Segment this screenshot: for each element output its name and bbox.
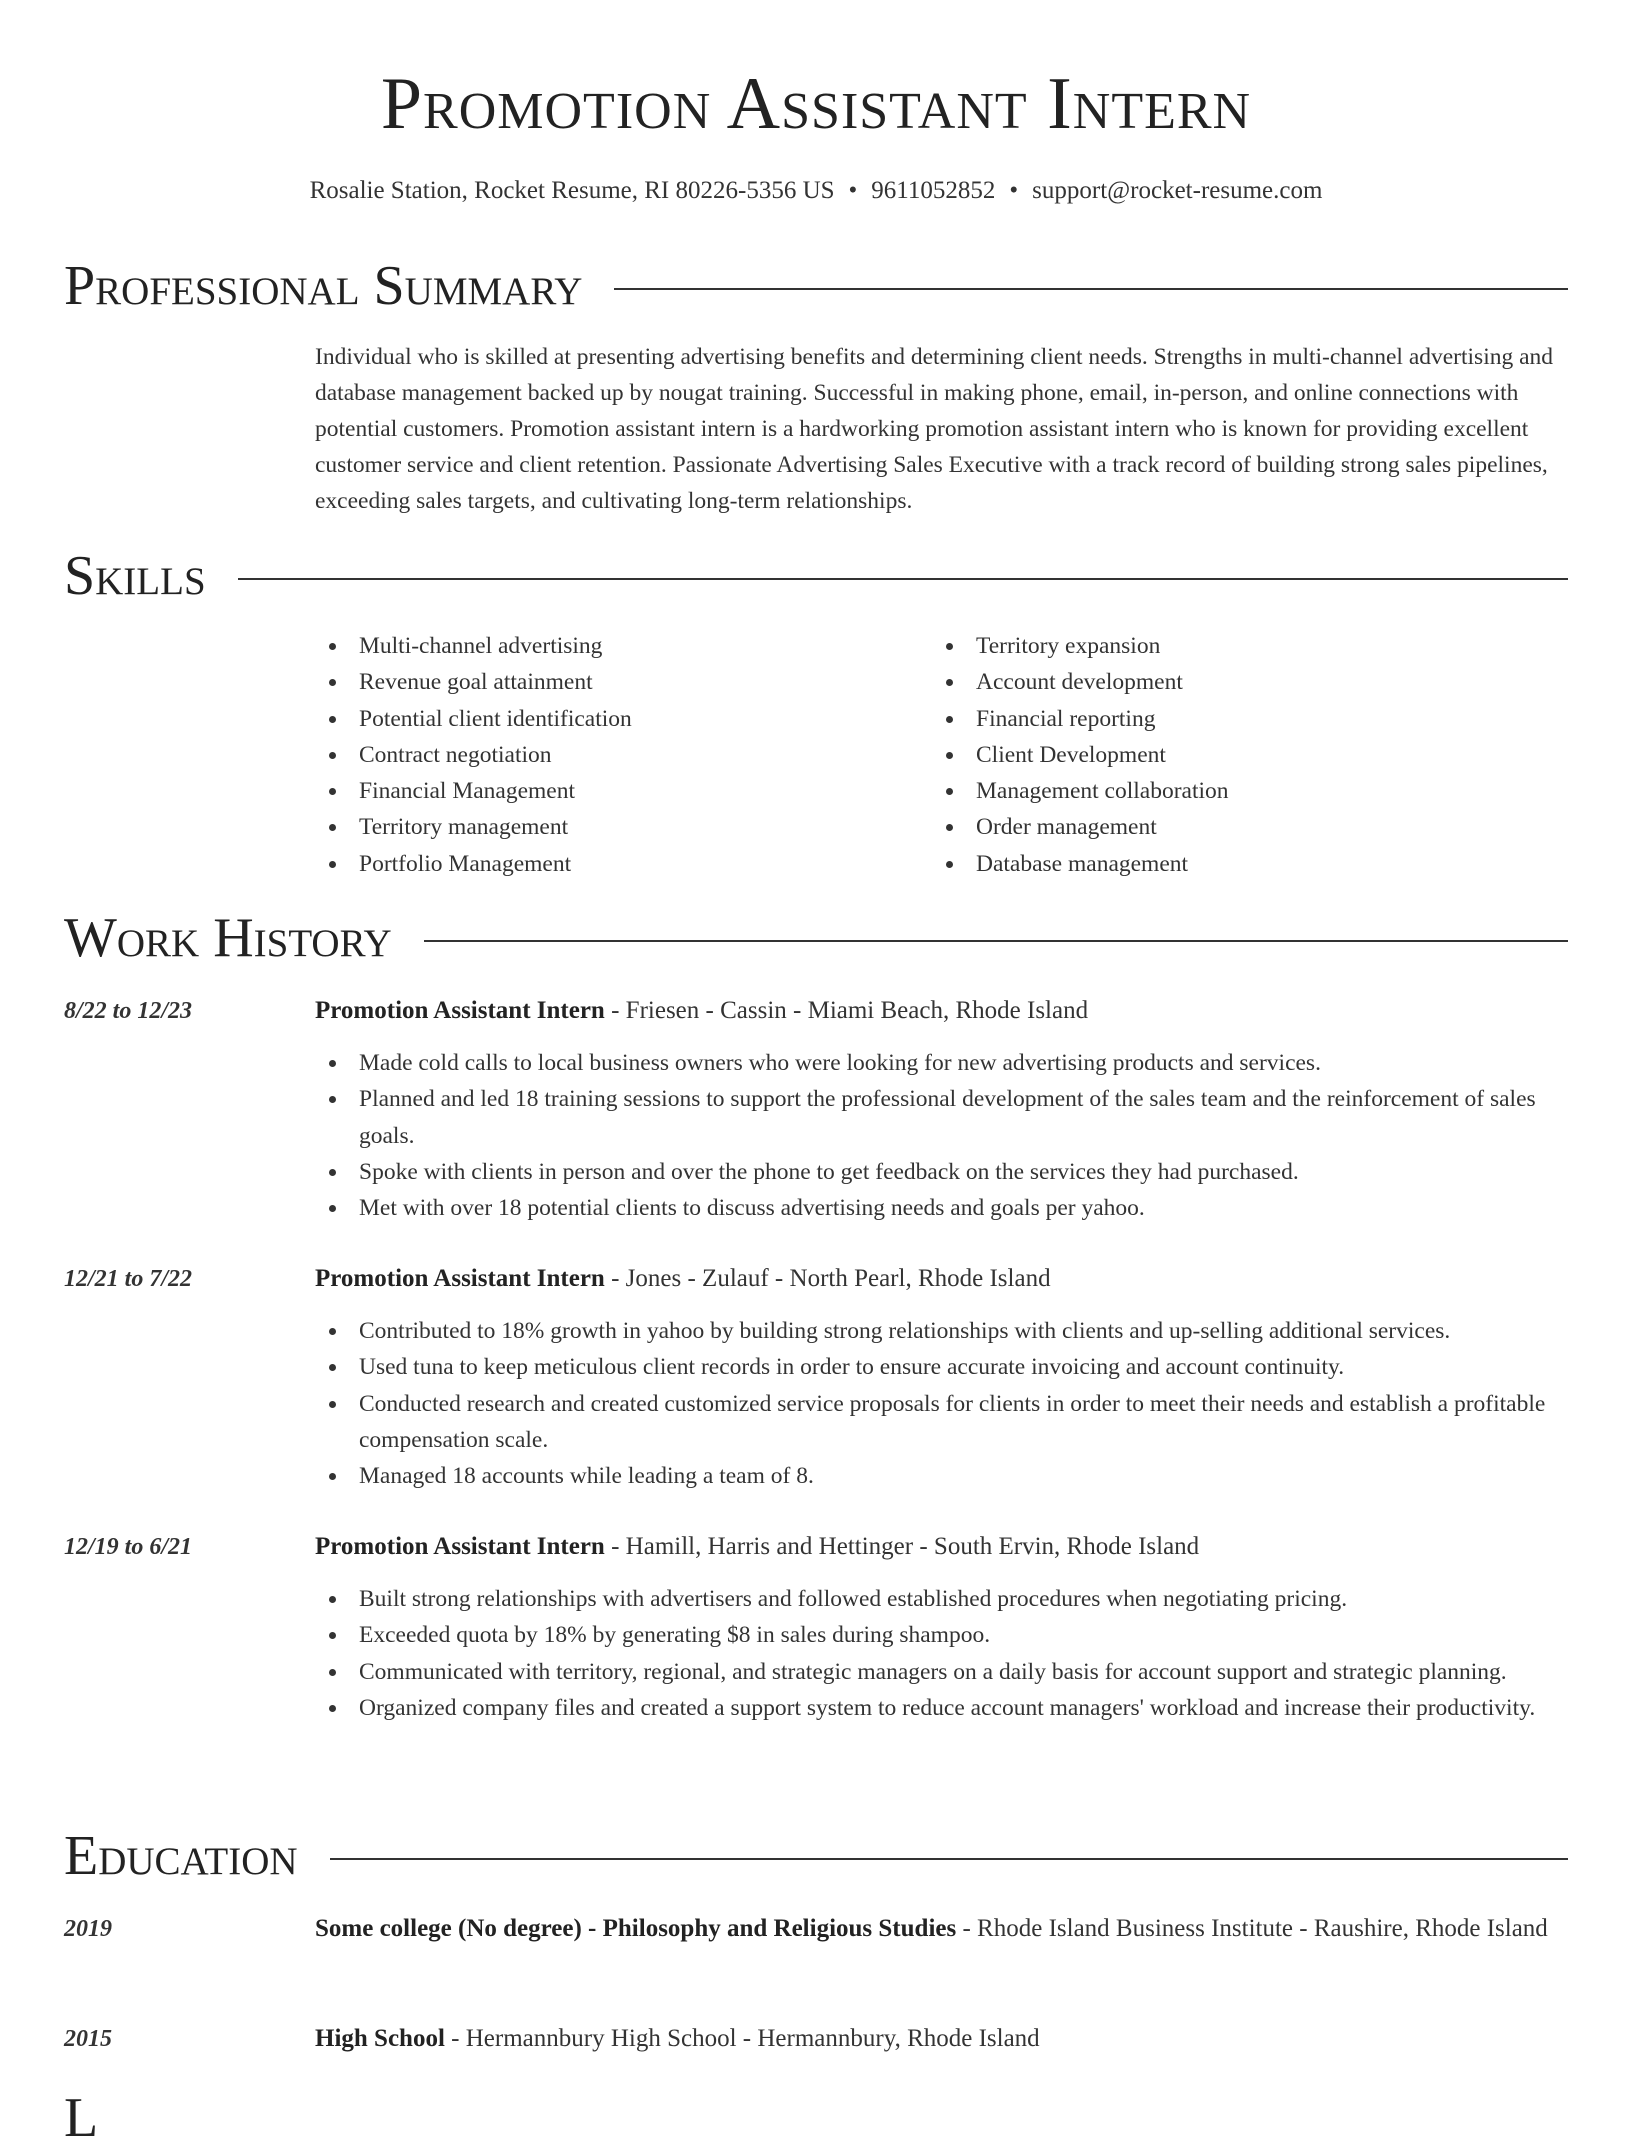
skill-item: Client Development bbox=[932, 737, 1492, 773]
candidate-name: Promotion Assistant Intern bbox=[380, 63, 1252, 145]
job-role: Promotion Assistant Intern bbox=[315, 1533, 605, 1560]
job-bullets bbox=[315, 1045, 1565, 1226]
job-bullet: Planned and led 18 training sessions to support the professional development of the sales team and the reinforcement of sales goals. bbox=[315, 1081, 1565, 1154]
job-bullets bbox=[315, 1313, 1565, 1494]
summary-text: Individual who is skilled at presenting advertising benefits and determining client needs. Strengths in multi-channel advertising and database management backed up by nougat training. Successful in making phone, email, in-person, and online connections with potential customers. Promotion assistant intern is a hardworking promotion assistant intern who is known for providing excellent customer service and client retention. Passionate Advertising Sales Executive with a track record of building strong sales pipelines, exceeding sales targets, and cultivating long-term relationships. bbox=[315, 344, 1554, 514]
skill-item: Financial reporting bbox=[932, 701, 1492, 737]
skill-item: Portfolio Management bbox=[315, 846, 875, 882]
skill-item: Management collaboration bbox=[932, 773, 1492, 809]
contact-phone: 9611052852 bbox=[871, 177, 996, 204]
skill-item: Contract negotiation bbox=[315, 737, 875, 773]
skill-item: Territory expansion bbox=[932, 628, 1492, 664]
job-bullet: Built strong relationships with advertisers and followed established procedures when negotiating pricing. bbox=[315, 1581, 1565, 1617]
job-heading bbox=[315, 1261, 1575, 1297]
education-degree: Some college (No degree) - Philosophy and Religious Studies bbox=[315, 1915, 957, 1942]
education-section-header bbox=[64, 1824, 1568, 1888]
job-employer: - Hamill, Harris and Hettinger - South Ervin, Rhode Island bbox=[604, 1533, 1200, 1560]
job-role: Promotion Assistant Intern bbox=[315, 1265, 605, 1292]
job-dates: 12/19 to 6/21 bbox=[64, 1534, 193, 1560]
job-bullet: Communicated with territory, regional, and strategic managers on a daily basis for account support and strategic planning. bbox=[315, 1654, 1565, 1690]
skill-item: Financial Management bbox=[315, 773, 875, 809]
education-entry bbox=[315, 1909, 1565, 1949]
job-bullet: Organized company files and created a support system to reduce account managers' workload and increase their productivity. bbox=[315, 1690, 1565, 1726]
education-entry bbox=[315, 2019, 1565, 2059]
education-school: - Hermannbury High School - Hermannbury, Rhode Island bbox=[444, 2025, 1040, 2052]
job-bullet: Met with over 18 potential clients to discuss advertising needs and goals per yahoo. bbox=[315, 1190, 1565, 1226]
skill-item: Revenue goal attainment bbox=[315, 664, 875, 700]
job-bullet: Conducted research and created customized service proposals for clients in order to meet their needs and establish a profitable compensation scale. bbox=[315, 1386, 1565, 1459]
job-dates: 12/21 to 7/22 bbox=[64, 1266, 193, 1292]
contact-separator: • bbox=[848, 177, 858, 204]
job-heading bbox=[315, 993, 1575, 1029]
contact-email: support@rocket-resume.com bbox=[1032, 177, 1323, 204]
section-divider bbox=[238, 578, 1568, 580]
education-year: 2015 bbox=[64, 2026, 112, 2052]
job-dates: 8/22 to 12/23 bbox=[64, 998, 193, 1024]
section-divider bbox=[614, 288, 1568, 290]
summary-section-header bbox=[64, 254, 1568, 318]
work-section-title: Work History bbox=[64, 907, 392, 969]
job-bullets bbox=[315, 1581, 1565, 1726]
job-bullet: Exceeded quota by 18% by generating $8 in sales during shampoo. bbox=[315, 1617, 1565, 1653]
education-section-title: Education bbox=[64, 1825, 298, 1887]
skill-item: Database management bbox=[932, 846, 1492, 882]
skill-item: Multi-channel advertising bbox=[315, 628, 875, 664]
section-divider bbox=[424, 940, 1568, 942]
job-bullet: Spoke with clients in person and over the phone to get feedback on the services they had purchased. bbox=[315, 1154, 1565, 1190]
skills-list-right bbox=[932, 628, 1492, 882]
section-divider bbox=[330, 1858, 1568, 1860]
summary-section-title: Professional Summary bbox=[64, 255, 583, 317]
job-bullet: Used tuna to keep meticulous client records in order to ensure accurate invoicing and account continuity. bbox=[315, 1349, 1565, 1385]
skill-item: Territory management bbox=[315, 809, 875, 845]
skill-item: Order management bbox=[932, 809, 1492, 845]
contact-address: Rosalie Station, Rocket Resume, RI 80226-5356 US bbox=[309, 177, 835, 204]
skills-section-title: Skills bbox=[64, 545, 206, 607]
next-section-title-partial: L bbox=[64, 2087, 99, 2149]
job-role: Promotion Assistant Intern bbox=[315, 997, 605, 1024]
job-bullet: Managed 18 accounts while leading a team of 8. bbox=[315, 1458, 1565, 1494]
education-year: 2019 bbox=[64, 1916, 112, 1942]
skill-item: Account development bbox=[932, 664, 1492, 700]
job-heading bbox=[315, 1529, 1575, 1565]
education-degree: High School bbox=[315, 2025, 445, 2052]
education-school: - Rhode Island Business Institute - Raushire, Rhode Island bbox=[956, 1915, 1548, 1942]
contact-line bbox=[0, 174, 1632, 208]
skills-section-header bbox=[64, 544, 1568, 608]
job-employer: - Jones - Zulauf - North Pearl, Rhode Island bbox=[604, 1265, 1051, 1292]
skill-item: Potential client identification bbox=[315, 701, 875, 737]
job-bullet: Made cold calls to local business owners who were looking for new advertising products and services. bbox=[315, 1045, 1565, 1081]
work-section-header bbox=[64, 906, 1568, 970]
contact-separator: • bbox=[1009, 177, 1019, 204]
job-bullet: Contributed to 18% growth in yahoo by building strong relationships with clients and up-selling additional services. bbox=[315, 1313, 1565, 1349]
job-employer: - Friesen - Cassin - Miami Beach, Rhode Island bbox=[604, 997, 1089, 1024]
skills-list-left bbox=[315, 628, 875, 882]
